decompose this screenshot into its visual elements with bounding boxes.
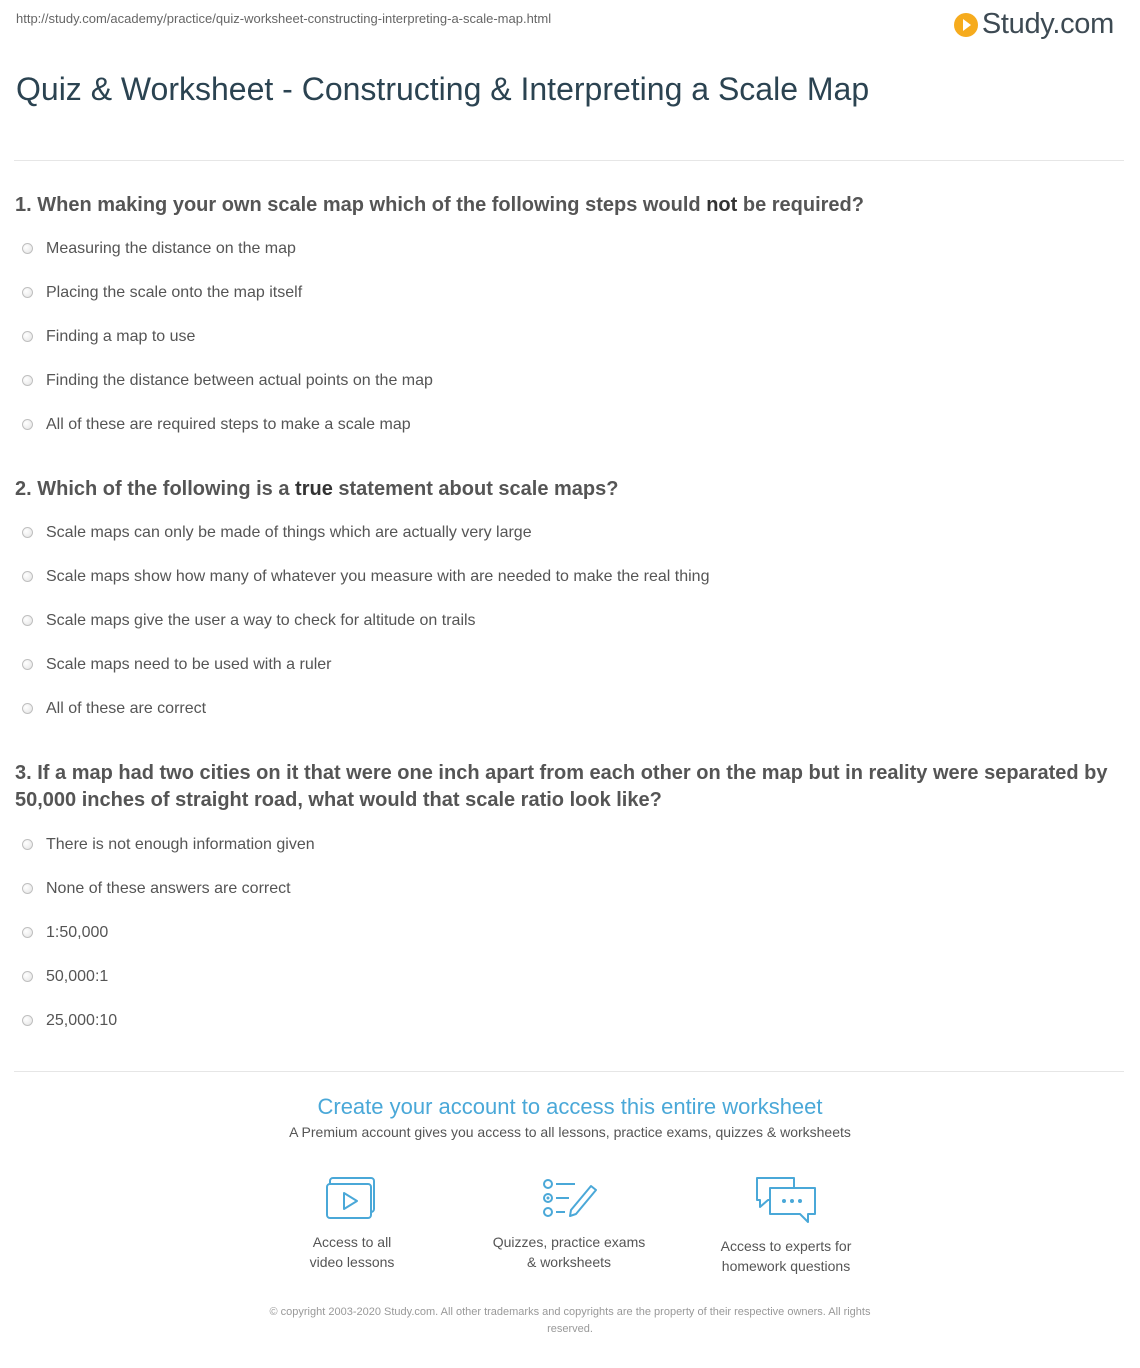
radio-button[interactable]: [22, 659, 33, 670]
answer-option[interactable]: [22, 240, 433, 284]
question-emphasis: true: [295, 478, 333, 500]
radio-button[interactable]: [22, 883, 33, 894]
answer-label: 50,000:1: [46, 968, 109, 985]
feature-label-line2: video lessons: [309, 1254, 395, 1270]
answer-label: Finding the distance between actual points on the map: [46, 372, 433, 389]
answer-label: 25,000:10: [46, 1012, 118, 1029]
answer-option[interactable]: [22, 880, 315, 924]
feature-experts: [686, 1176, 886, 1276]
chat-experts-icon: [754, 1176, 818, 1226]
answer-option[interactable]: [22, 284, 433, 328]
feature-label-line1: Access to experts for: [720, 1238, 852, 1254]
radio-button[interactable]: [22, 375, 33, 386]
answer-option[interactable]: [22, 1012, 315, 1056]
question-2: [15, 476, 1115, 503]
answer-option[interactable]: [22, 372, 433, 416]
answer-label: All of these are required steps to make a scale map: [46, 416, 411, 433]
answer-option[interactable]: [22, 924, 315, 968]
radio-button[interactable]: [22, 527, 33, 538]
answer-list-1: [22, 240, 433, 460]
copyright-line2: reserved.: [547, 1323, 593, 1335]
answer-option[interactable]: [22, 700, 709, 744]
quiz-worksheet-icon: [541, 1176, 597, 1222]
radio-button[interactable]: [22, 331, 33, 342]
radio-button[interactable]: [22, 615, 33, 626]
answer-label: Placing the scale onto the map itself: [46, 284, 303, 301]
answer-option[interactable]: [22, 524, 709, 568]
cta-subtitle: A Premium account gives you access to all lessons, practice exams, quizzes & worksheets: [289, 1124, 851, 1140]
answer-list-3: [22, 836, 315, 1056]
answer-list-2: [22, 524, 709, 744]
copyright-line1: © copyright 2003-2020 Study.com. All other trademarks and copyrights are the property of their respective owners. All rights: [269, 1306, 871, 1318]
title-divider: [14, 160, 1124, 161]
question-1: [15, 192, 1115, 219]
radio-button[interactable]: [22, 703, 33, 714]
study-logo[interactable]: [954, 8, 1114, 41]
radio-button[interactable]: [22, 571, 33, 582]
feature-label-line2: & worksheets: [526, 1254, 612, 1270]
answer-label: Scale maps can only be made of things which are actually very large: [46, 524, 532, 541]
question-text-after: be required?: [742, 194, 864, 216]
answer-label: Scale maps show how many of whatever you measure with are needed to make the real thing: [46, 568, 710, 585]
page-title: Quiz & Worksheet - Constructing & Interpreting a Scale Map: [16, 71, 870, 107]
radio-button[interactable]: [22, 839, 33, 850]
radio-button[interactable]: [22, 287, 33, 298]
feature-label-line2: homework questions: [721, 1258, 851, 1274]
answer-label: Finding a map to use: [46, 328, 196, 345]
answer-option[interactable]: [22, 656, 709, 700]
answer-label: 1:50,000: [46, 924, 109, 941]
answer-option[interactable]: [22, 416, 433, 460]
answer-label: Scale maps need to be used with a ruler: [46, 656, 332, 673]
answer-label: There is not enough information given: [46, 836, 315, 853]
question-text: If a map had two cities on it that were one inch apart from each other on the map but in reality were separated by 50,000 inches of straight road, what would that scale ratio look like?: [15, 762, 1108, 811]
page-url: http://study.com/academy/practice/quiz-worksheet-constructing-interpreting-a-scale-map.html: [16, 11, 552, 26]
answer-option[interactable]: [22, 612, 709, 656]
question-text-after: statement about scale maps?: [338, 478, 619, 500]
feature-label-line1: Access to all: [312, 1234, 392, 1250]
question-text-before: When making your own scale map which of the following steps would: [37, 194, 701, 216]
question-3: [15, 760, 1115, 814]
radio-button[interactable]: [22, 971, 33, 982]
answer-option[interactable]: [22, 836, 315, 880]
question-number: 2.: [15, 478, 32, 500]
create-account-link[interactable]: Create your account to access this entire worksheet: [317, 1094, 823, 1119]
radio-button[interactable]: [22, 419, 33, 430]
question-number: 1.: [15, 194, 32, 216]
play-logo-icon: [954, 13, 978, 37]
feature-quizzes: [469, 1176, 669, 1272]
cta-divider: [14, 1071, 1124, 1072]
question-text-before: Which of the following is a: [37, 478, 290, 500]
answer-option[interactable]: [22, 328, 433, 372]
answer-option[interactable]: [22, 968, 315, 1012]
question-emphasis: not: [706, 194, 738, 216]
copyright-notice: [210, 1304, 930, 1338]
answer-label: None of these answers are correct: [46, 880, 291, 897]
answer-option[interactable]: [22, 568, 709, 612]
video-lessons-icon: [326, 1176, 378, 1222]
answer-label: Measuring the distance on the map: [46, 240, 296, 257]
radio-button[interactable]: [22, 243, 33, 254]
radio-button[interactable]: [22, 1015, 33, 1026]
radio-button[interactable]: [22, 927, 33, 938]
feature-video-lessons: [252, 1176, 452, 1272]
answer-label: All of these are correct: [46, 700, 207, 717]
question-number: 3.: [15, 762, 32, 784]
logo-text: Study.com: [981, 8, 1114, 40]
answer-label: Scale maps give the user a way to check for altitude on trails: [46, 612, 476, 629]
feature-label-line1: Quizzes, practice exams: [492, 1234, 646, 1250]
